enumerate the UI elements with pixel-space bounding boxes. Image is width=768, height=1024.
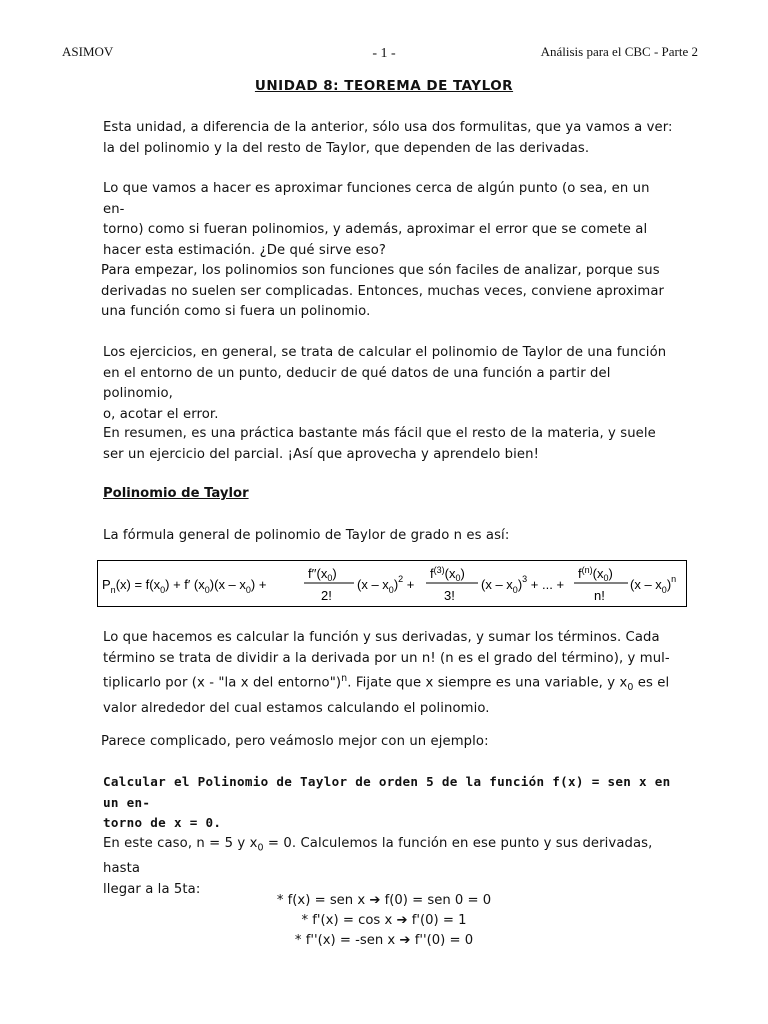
paragraph-line: En resumen, es una práctica bastante más fácil que el resto de la materia, y suele [103, 426, 656, 441]
paragraph-line: Calcular el Polinomio de Taylor de orden 5 de la función f(x) = sen x en un en- [103, 774, 671, 810]
formula-num-2: $f''(x_0)$ [308, 566, 337, 583]
formula-term-3-tail: $(x - x_0)^3$ + ... + [481, 574, 565, 595]
paragraph-4 [103, 343, 673, 425]
derivative-row: * f''(x) = -sen x ➔ f''(0) = 0 [294, 933, 474, 948]
formula-term-2-tail: $(x - x_0)^2$ + [357, 574, 415, 595]
arrow-right-icon: ➔ [399, 933, 411, 948]
paragraph-line: en el entorno de un punto, deducir de qué datos de una función a partir del polinomio, [103, 365, 611, 401]
paragraph-line: la del polinomio y la del resto de Taylor, que dependen de las derivadas. [103, 140, 590, 156]
example-intro: Parece complicado, pero veámoslo mejor con un ejemplo: [101, 734, 489, 749]
paragraph-line: Lo que vamos a hacer es aproximar funciones cerca de algún punto (o sea, en un en- [103, 181, 650, 217]
derivative-row: * f(x) = sen x ➔ f(0) = sen 0 = 0 [276, 893, 492, 908]
paragraph-line: Los ejercicios, en general, se trata de calcular el polinomio de Taylor de una función [103, 345, 667, 360]
paragraph-line: Lo que hacemos es calcular la función y sus derivadas, y sumar los términos. Cada [103, 630, 660, 645]
paragraph-line: torno de x = 0. [103, 815, 222, 830]
formula-lhs: $P_n(x) = f(x_0) + f'$ $(x_0)(x - x_0)$ + [102, 577, 267, 595]
paragraph-line: valor alrededor del cual estamos calculando el polinomio. [103, 700, 490, 716]
formula-intro: La fórmula general de polinomio de Taylor de grado n es así: [103, 528, 510, 543]
paragraph-line: torno) como si fueran polinomios, y además, aproximar el error que se comete al [103, 222, 648, 237]
paragraph-line: término se trata de dividir a la derivada por un n! (n es el grado del término), y mul- [103, 650, 670, 666]
paragraph-line: derivadas no suelen ser complicadas. Entonces, muchas veces, conviene aproximar [101, 283, 665, 299]
paragraph-1 [103, 118, 673, 159]
arrow-right-icon: ➔ [396, 913, 408, 928]
paragraph-line: hacer esta estimación. ¿De qué sirve eso? [103, 242, 387, 258]
section-heading: Polinomio de Taylor [103, 486, 249, 501]
paragraph-5 [103, 424, 673, 465]
formula-num-3: $f^{(3)}(x_0)$ [430, 565, 465, 583]
paragraph-line: ser un ejercicio del parcial. ¡Así que aprovecha y aprendelo bien! [103, 446, 539, 462]
paragraph-line: Para empezar, los polinomios son funciones que són faciles de analizar, porque sus [101, 263, 660, 278]
derivative-row: * f'(x) = cos x ➔ f'(0) = 1 [301, 913, 467, 928]
paragraph-line: llegar a la 5ta: [103, 881, 201, 897]
header-left: ASIMOV [62, 44, 114, 59]
unit-title: UNIDAD 8: TEOREMA DE TAYLOR [254, 78, 514, 94]
paragraph-line: tiplicarlo por (x - "la x del entorno")$^n$. Fijate que x siempre es una variable, y $x_0$ es el [103, 673, 670, 694]
formula-num-n: $f^{(n)}(x_0)$ [578, 565, 613, 583]
exercise-statement [103, 772, 673, 834]
formula-den-3: 3! [444, 588, 455, 603]
formula-den-2: 2! [321, 588, 332, 603]
paragraph-line: En este caso, n = 5 y $x_0 = 0$. Calculemos la función en ese punto y sus derivadas, hasta [103, 836, 653, 877]
formula-den-n: n! [594, 588, 605, 603]
arrow-right-icon: ➔ [369, 893, 381, 908]
paragraph-line: Esta unidad, a diferencia de la anterior, sólo usa dos formulitas, que ya vamos a ver: [103, 120, 673, 135]
header-right: Análisis para el CBC - Parte 2 [540, 44, 698, 59]
paragraph-2 [103, 179, 673, 261]
page-number: - 1 - [372, 46, 396, 61]
case-paragraph [103, 834, 673, 900]
formula-term-n-tail: $(x - x_0)^n$ [630, 574, 677, 595]
paragraph-line: o, acotar el error. [103, 406, 219, 422]
taylor-formula [97, 560, 687, 607]
explanation-paragraph [103, 628, 673, 719]
paragraph-3 [101, 261, 671, 323]
paragraph-line: una función como si fuera un polinomio. [101, 304, 371, 319]
